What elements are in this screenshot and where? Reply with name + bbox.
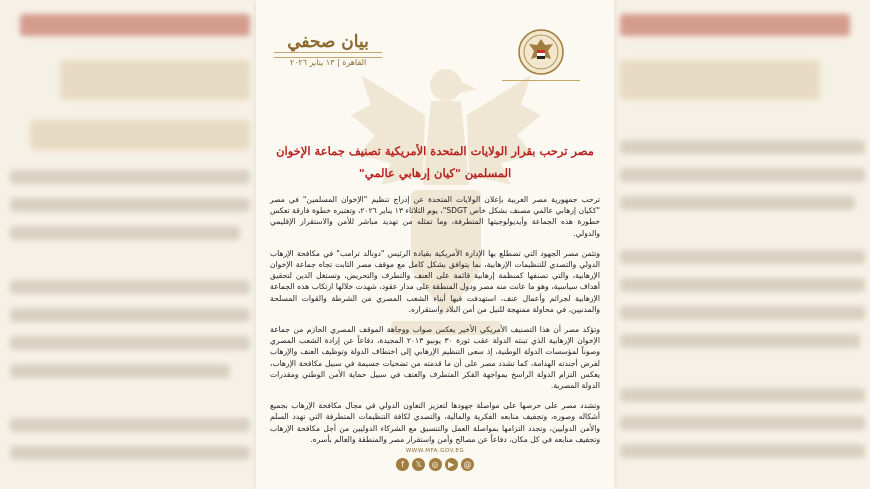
website-url[interactable]: WWW.MFA.GOV.EG: [405, 448, 465, 454]
paragraph-4: وتشدد مصر على حرصها على مواصلة جهودها لتعزيز التعاون الدولي في مجال مكافحة الإرهاب بجميع أشكاله وصوره، وتجفيف منابعه الفكرية والمالية، والتصدي لكافة التنظيمات المتطرفة التي تهدد السلم والأمن الدوليين، وتجدد التزامها بمواصلة العمل والتنسيق مع الشركاء الدوليين من أجل مكافحة الإرهاب وتجفيف منابعه في كل مكان، دفاعاً عن مصالح وأمن واستقرار مصر والمنطقة والعالم بأسره.: [270, 401, 600, 444]
facebook-icon[interactable]: f: [396, 458, 409, 471]
paragraph-1: ترحب جمهورية مصر العربية بإعلان الولايات المتحدة عن إدراج تنظيم "الإخوان المسلمين" في مصر "ككيان إرهابي عالمي مصنف بشكل خاص SDGT"، يوم الثلاثاء ١٣ يناير ٢٠٢٦، وتعتبره خطوة فارقة تعكس خطورة هذه الجماعة وأيديولوجيتها المتطرفة، وما تمثله من تهديد مباشر للأمن والاستقرار الإقليمي والدولي.: [270, 195, 600, 238]
emblem-caption: [492, 78, 590, 84]
instagram-icon[interactable]: ◎: [429, 458, 442, 471]
blurred-left-panel: [0, 0, 255, 489]
ministry-emblem-icon: [517, 28, 565, 76]
press-release-document: [256, 0, 614, 489]
headline: مصر ترحب بقرار الولايات المتحدة الأمريكية تصنيف جماعة الإخوان المسلمين "كيان إرهابي عالمي": [276, 144, 594, 180]
footer: [256, 446, 614, 489]
blurred-right-panel: [615, 0, 870, 489]
paragraph-3: وتؤكد مصر أن هذا التصنيف الأمريكي الأخير يعكس صواب ووجاهة الموقف المصري الحازم من جماعة الإخوان الإرهابية الذي تبنته الدولة عقب ثورة ٣٠ يونيو ٢٠١٣ المجيدة، دفاعاً عن إرادة الشعب المصري وصوناً لمؤسسات الدولة الوطنية، إذ سعى التنظيم الإرهابي إلى اختطاف الدولة وتوظيف العنف والإرهاب لفرض أجندته الهدامة، كما تشدد مصر على أن ما قدمته من تضحيات جسيمة في سبيل مكافحة الإرهاب، يعكس التزام الدولة الراسخ بمواجهة الفكر المتطرف والعنف في سبيل حماية الأمن الوطني ومقدرات الدولة المصرية.: [270, 325, 600, 391]
threads-icon[interactable]: @: [461, 458, 474, 471]
document-title: بيان صحفي: [287, 32, 369, 52]
body-text: [270, 194, 600, 454]
youtube-icon[interactable]: ▶: [445, 458, 458, 471]
dateline: القاهرة | ١٣ يناير ٢٠٢٦: [289, 58, 367, 67]
paragraph-2: وتثمن مصر الجهود التي تضطلع بها الإدارة الأمريكية بقيادة الرئيس "دونالد ترامب" في مكافحة الإرهاب الدولي والتصدي للتنظيمات الإرهابية، بما يتوافق بشكل كامل مع موقف مصر الثابت تجاه جماعة الإخوان الإرهابية، والتي تصنفها كمنظمة إرهابية قائمة على العنف والتطرف والتحريض، وتستغل الدين لتحقيق أهداف سياسية، وهو ما عانت منه مصر ودول المنطقة على مدار عقود، شهدت خلالها ارتكاب هذه الجماعة الإرهابية لجرائم وأعمال عنف، استهدفت فيها أبناء الشعب المصري من الشرطة والقوات المسلحة والمدنيين، في محاولة ممنهجة للنيل من أمن البلاد واستقراره.: [270, 248, 600, 314]
twitter-icon[interactable]: 𝕏: [412, 458, 425, 471]
social-links: [396, 458, 474, 472]
emblem-caption-line: [502, 80, 580, 84]
